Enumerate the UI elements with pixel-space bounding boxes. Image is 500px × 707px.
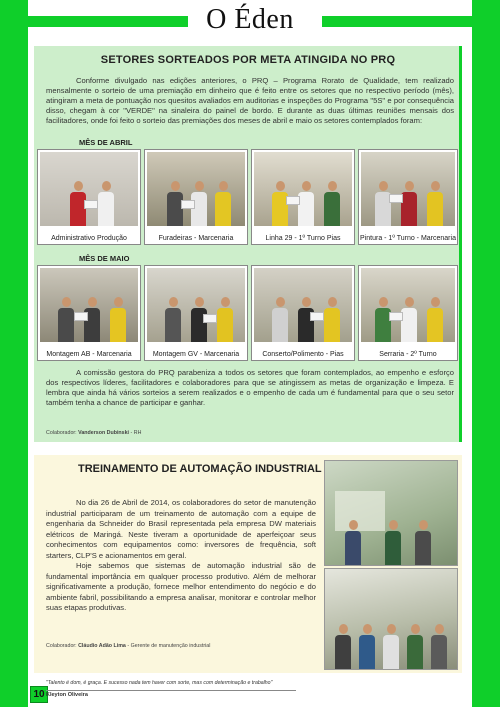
- photo-caption: Conserto/Polimento - Pias: [262, 351, 344, 358]
- intro-paragraph: Conforme divulgado nas edições anteriores, o PRQ – Programa Rorato de Qualidade, tem realizado mensalmente o sorteio de uma premiação em dinheiro que é feito entre os setores que no respectivo período (mês), atingiram a meta de pontuação nos quesitos avaliados em auditorias e inspeções do Programa "5S" e por consequência disso, chegam à cor "VERDE" na sinaleira do painel de bordo. E durante as duas últimas reuniões mensais dos facilitadores, onde foi feito o sorteio das premiações dos meses de abril e maio os setores contemplados foram:: [46, 76, 454, 125]
- photo-april-2: [144, 149, 248, 245]
- closing-text: [46, 368, 454, 408]
- credit-label: Colaborador:: [46, 643, 77, 649]
- newsletter-title: O Éden: [206, 4, 294, 35]
- training-photo-1: [324, 460, 458, 566]
- quote-author: Kleyton Oliveira: [46, 692, 88, 698]
- prq-section: [34, 46, 462, 442]
- photo-caption: Furadeiras - Marcenaria: [158, 235, 234, 242]
- photo-april-3: [251, 149, 355, 245]
- section2-credit: [46, 643, 210, 649]
- photo-caption: Pintura - 1º Turno - Marcenaria: [360, 235, 456, 242]
- photo-image: [147, 152, 245, 226]
- credit-name: Vanderson Dubinski: [78, 430, 130, 436]
- training-paragraph-1: No dia 26 de Abril de 2014, os colaboradores do setor de manutenção industrial participaram de um treinamento de automação com a equipe de engenharia da Schneider do Brasil representada pela empresa DW materiais elétricos de Maringá. Neste tiveram a oportunidade de aperfeiçoar seus conhecimentos com equipamentos como: inversores de frequência, soft starters, CLP'S e acionamentos em geral.: [46, 498, 316, 560]
- section-title: SETORES SORTEADOS POR META ATINGIDA NO PRQ: [100, 54, 396, 66]
- right-green-border: [472, 0, 500, 707]
- credit-role: - RH: [130, 430, 142, 436]
- photo-caption: Montagem AB - Marcenaria: [46, 351, 132, 358]
- section1-credit: [46, 430, 141, 436]
- intro-text: [46, 76, 454, 126]
- photo-image: [361, 268, 455, 342]
- photo-caption: Montagem GV - Marcenaria: [152, 351, 240, 358]
- photo-image: [40, 152, 138, 226]
- photo-image: [254, 268, 352, 342]
- footer-divider: [46, 690, 296, 691]
- photo-caption: Serraria - 2º Turno: [379, 351, 437, 358]
- training-text: [46, 498, 316, 614]
- photo-caption: Linha 29 - 1º Turno Pias: [265, 235, 341, 242]
- automation-training-section: [34, 455, 462, 673]
- photo-may-2: [144, 265, 248, 361]
- photo-image: [147, 268, 245, 342]
- photo-april-1: [37, 149, 141, 245]
- left-green-border: [0, 0, 28, 707]
- photo-april-4: [358, 149, 458, 245]
- closing-paragraph: A comissão gestora do PRQ parabeniza a todos os setores que foram contemplados, ao empenho e esforço dos respectivos líderes, facilitadores e colaboradores para que se atingissem as metas de organização e limpeza. E lembra que ainda há vários sorteios a serem realizados e o empenho de cada um é fundamental para que o seu setor também tenha a chance de participar e ganhar.: [46, 368, 454, 407]
- photo-may-4: [358, 265, 458, 361]
- credit-label: Colaborador:: [46, 430, 77, 436]
- footer-quote: "Talento é dom, é graça. E sucesso nada tem haver com sorte, mas com determinação e trabalho": [46, 680, 273, 686]
- photo-may-3: [251, 265, 355, 361]
- may-label: MÊS DE MAIO: [79, 254, 130, 263]
- photo-caption: Administrativo Produção: [51, 235, 127, 242]
- photo-may-1: [37, 265, 141, 361]
- photo-image: [254, 152, 352, 226]
- training-photo-2: [324, 568, 458, 670]
- photo-image: [40, 268, 138, 342]
- photo-image: [361, 152, 455, 226]
- section-title: TREINAMENTO DE AUTOMAÇÃO INDUSTRIAL: [78, 463, 322, 475]
- credit-name: Cláudio Adão Lima: [78, 643, 126, 649]
- credit-role: - Gerente de manutenção industrial: [127, 643, 211, 649]
- page-number: 10: [30, 686, 48, 703]
- april-label: MÊS DE ABRIL: [79, 138, 133, 147]
- training-paragraph-2: Hoje sabemos que sistemas de automação industrial são de fundamental importância em qualquer processo produtivo. Além de melhorar significativamente a produção, fornece melhor entendimento do negócio e do ambiente fabril, possibilitando a empresa analisar, monitorar e controlar melhor suas etapas produtivas.: [46, 561, 316, 612]
